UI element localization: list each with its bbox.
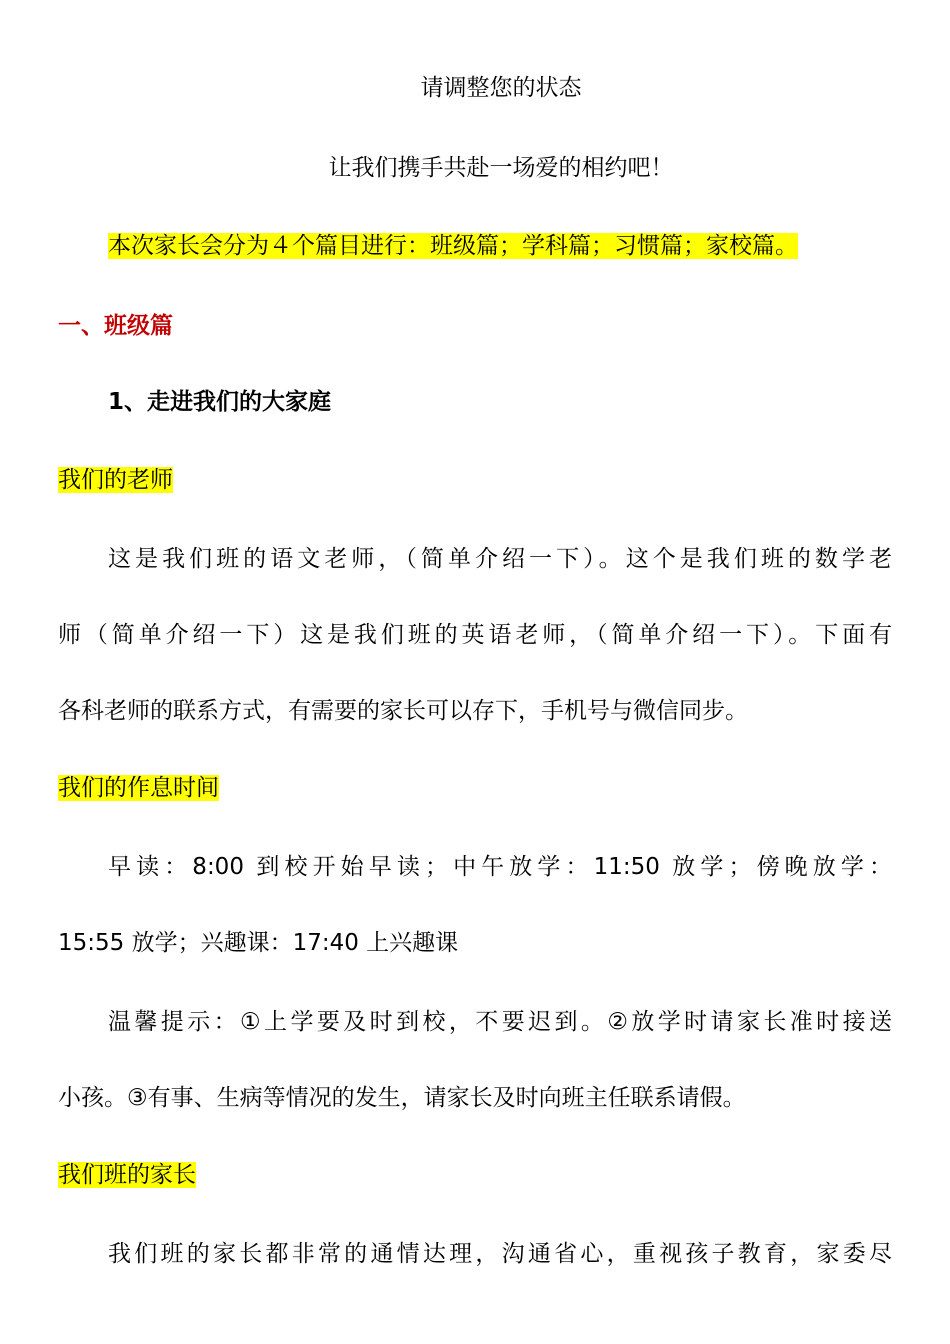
agenda-highlight: 本次家长会分为４个篇目进行：班级篇；学科篇；习惯篇；家校篇。	[108, 233, 798, 259]
teachers-heading: 我们的老师	[58, 467, 173, 493]
parents-heading-line	[58, 1159, 892, 1191]
tips-line-1: 温馨提示：①上学要及时到校，不要迟到。②放学时请家长准时接送	[108, 1009, 892, 1035]
schedule-line-2: 15:55 放学；兴趣课：17:40 上兴趣课	[58, 930, 459, 956]
teachers-paragraph-line-1: 这是我们班的语文老师，（简单介绍一下）。这个是我们班的数学老	[108, 546, 892, 572]
subsection-heading: 1、走进我们的大家庭	[108, 389, 332, 415]
tips-line-2: 小孩。③有事、生病等情况的发生，请家长及时向班主任联系请假。	[58, 1085, 746, 1111]
intro-line-2: 让我们携手共赴一场爱的相约吧！	[328, 155, 674, 181]
schedule-line-1: 早读：8:00 到校开始早读；中午放学：11:50 放学；傍晚放学：	[108, 854, 892, 880]
teachers-paragraph-line-3: 各科老师的联系方式，有需要的家长可以存下，手机号与微信同步。	[58, 698, 748, 724]
section-heading-class: 一、班级篇	[58, 313, 173, 339]
agenda-line	[108, 230, 880, 262]
schedule-heading: 我们的作息时间	[58, 775, 219, 801]
intro-line-1: 请调整您的状态	[420, 75, 582, 101]
parents-heading: 我们班的家长	[58, 1162, 196, 1188]
teachers-paragraph-line-2: 师（简单介绍一下）这是我们班的英语老师，（简单介绍一下）。下面有	[58, 622, 892, 648]
parents-paragraph-line-1: 我们班的家长都非常的通情达理，沟通省心，重视孩子教育，家委尽	[108, 1241, 892, 1267]
teachers-heading-line	[58, 464, 892, 496]
schedule-heading-line	[58, 772, 892, 804]
